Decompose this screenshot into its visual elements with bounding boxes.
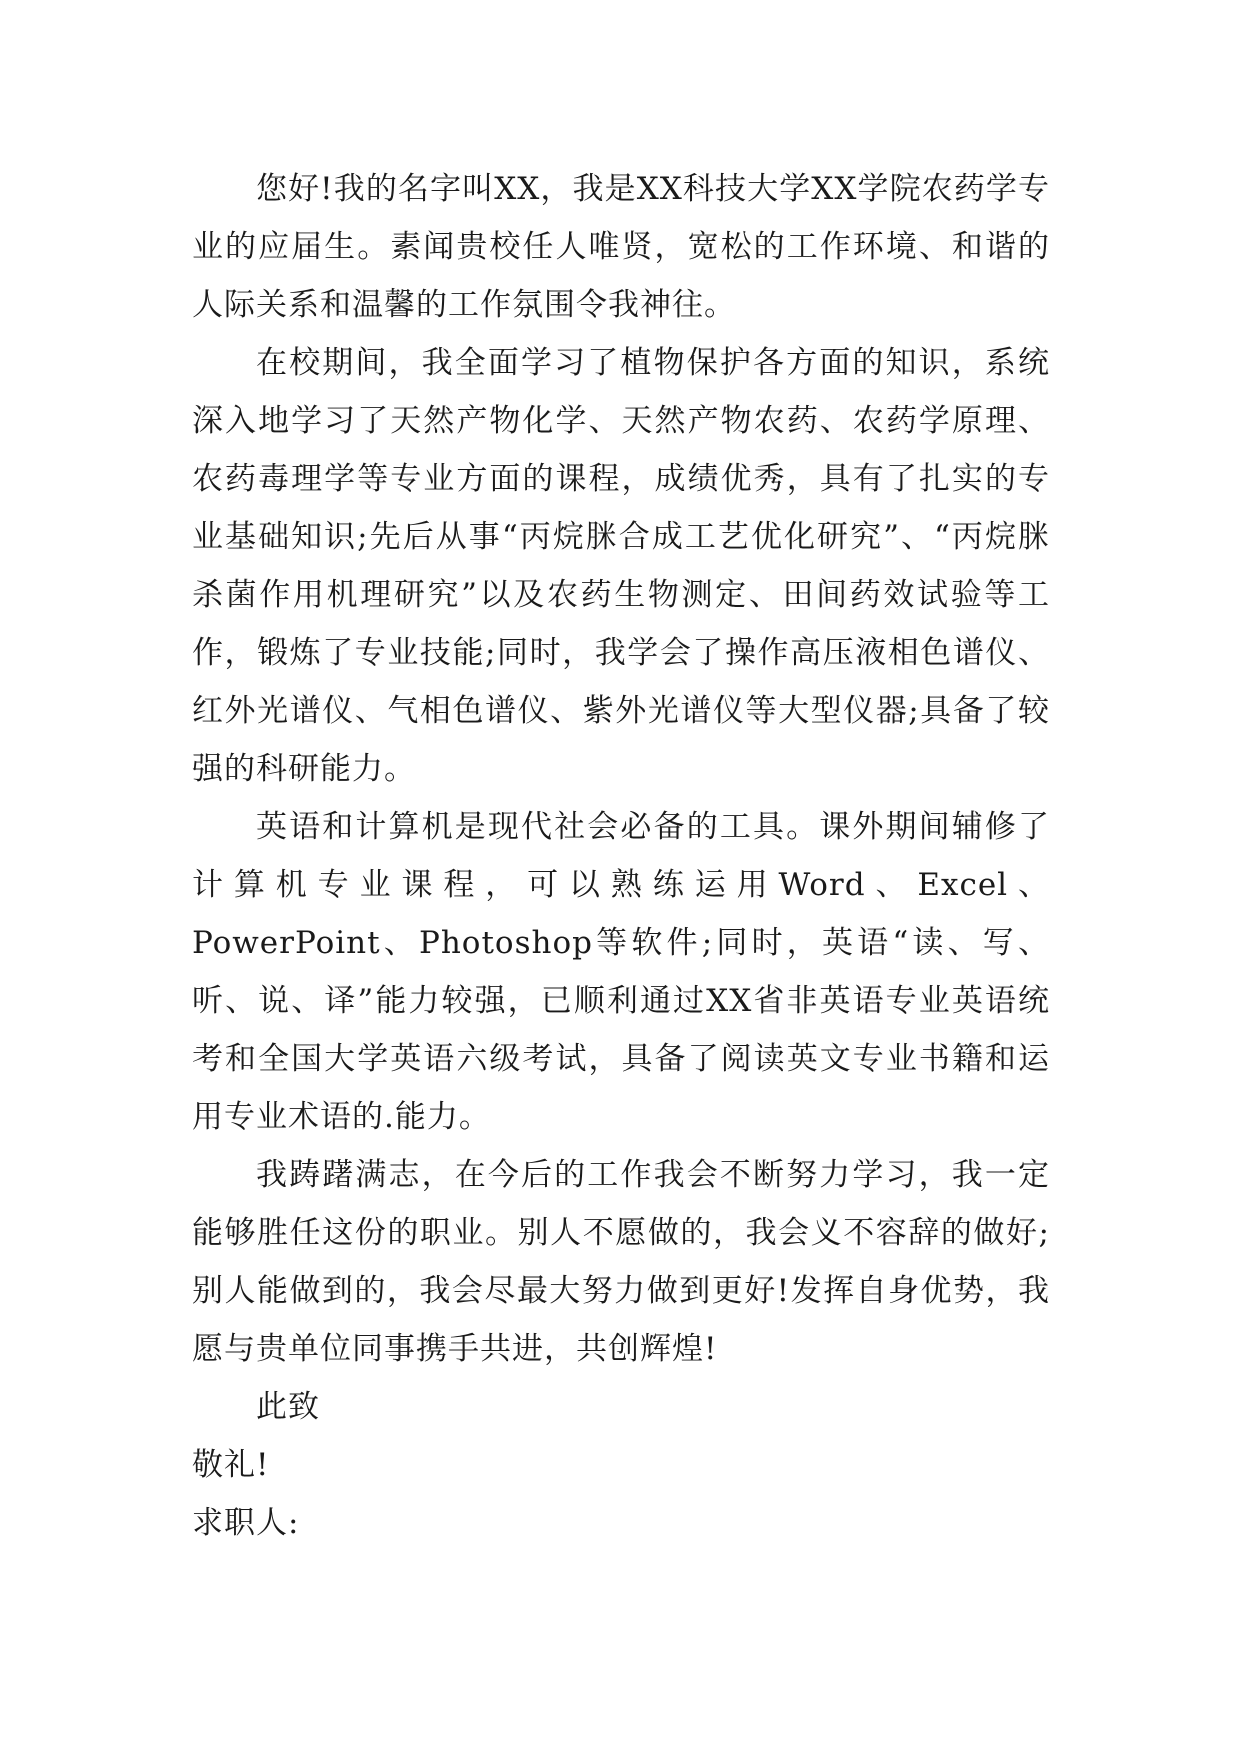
salutation-line: 敬礼! xyxy=(192,1447,270,1483)
paragraph-commitment: 我踌躇满志，在今后的工作我会不断努力学习，我一定能够胜任这份的职业。别人不愿做的，我会义不容辞的做好;别人能做到的，我会尽最大努力做到更好!发挥自身优势，我愿与贵单位同事携手共进，共创辉煌! xyxy=(192,1157,1050,1367)
cover-letter-body xyxy=(192,160,1050,1552)
signature-label: 求职人: xyxy=(192,1505,300,1541)
closing-line: 此致 xyxy=(256,1389,320,1425)
paragraph-education: 在校期间，我全面学习了植物保护各方面的知识，系统深入地学习了天然产物化学、天然产物农药、农药学原理、农药毒理学等专业方面的课程，成绩优秀，具有了扎实的专业基础知识;先后从事“丙烷脒合成工艺优化研究”、“丙烷脒杀菌作用机理研究”以及农药生物测定、田间药效试验等工作，锻炼了专业技能;同时，我学会了操作高压液相色谱仪、红外光谱仪、气相色谱仪、紫外光谱仪等大型仪器;具备了较强的科研能力。 xyxy=(192,345,1050,787)
paragraph-skills: 英语和计算机是现代社会必备的工具。课外期间辅修了计算机专业课程，可以熟练运用Word、Excel、PowerPoint、Photoshop等软件;同时，英语“读、写、听、说、译”能力较强，已顺利通过XX省非英语专业英语统考和全国大学英语六级考试，具备了阅读英文专业书籍和运用专业术语的.能力。 xyxy=(192,809,1050,1135)
paragraph-greeting: 您好!我的名字叫XX，我是XX科技大学XX学院农药学专业的应届生。素闻贵校任人唯贤，宽松的工作环境、和谐的人际关系和温馨的工作氛围令我神往。 xyxy=(192,171,1050,323)
